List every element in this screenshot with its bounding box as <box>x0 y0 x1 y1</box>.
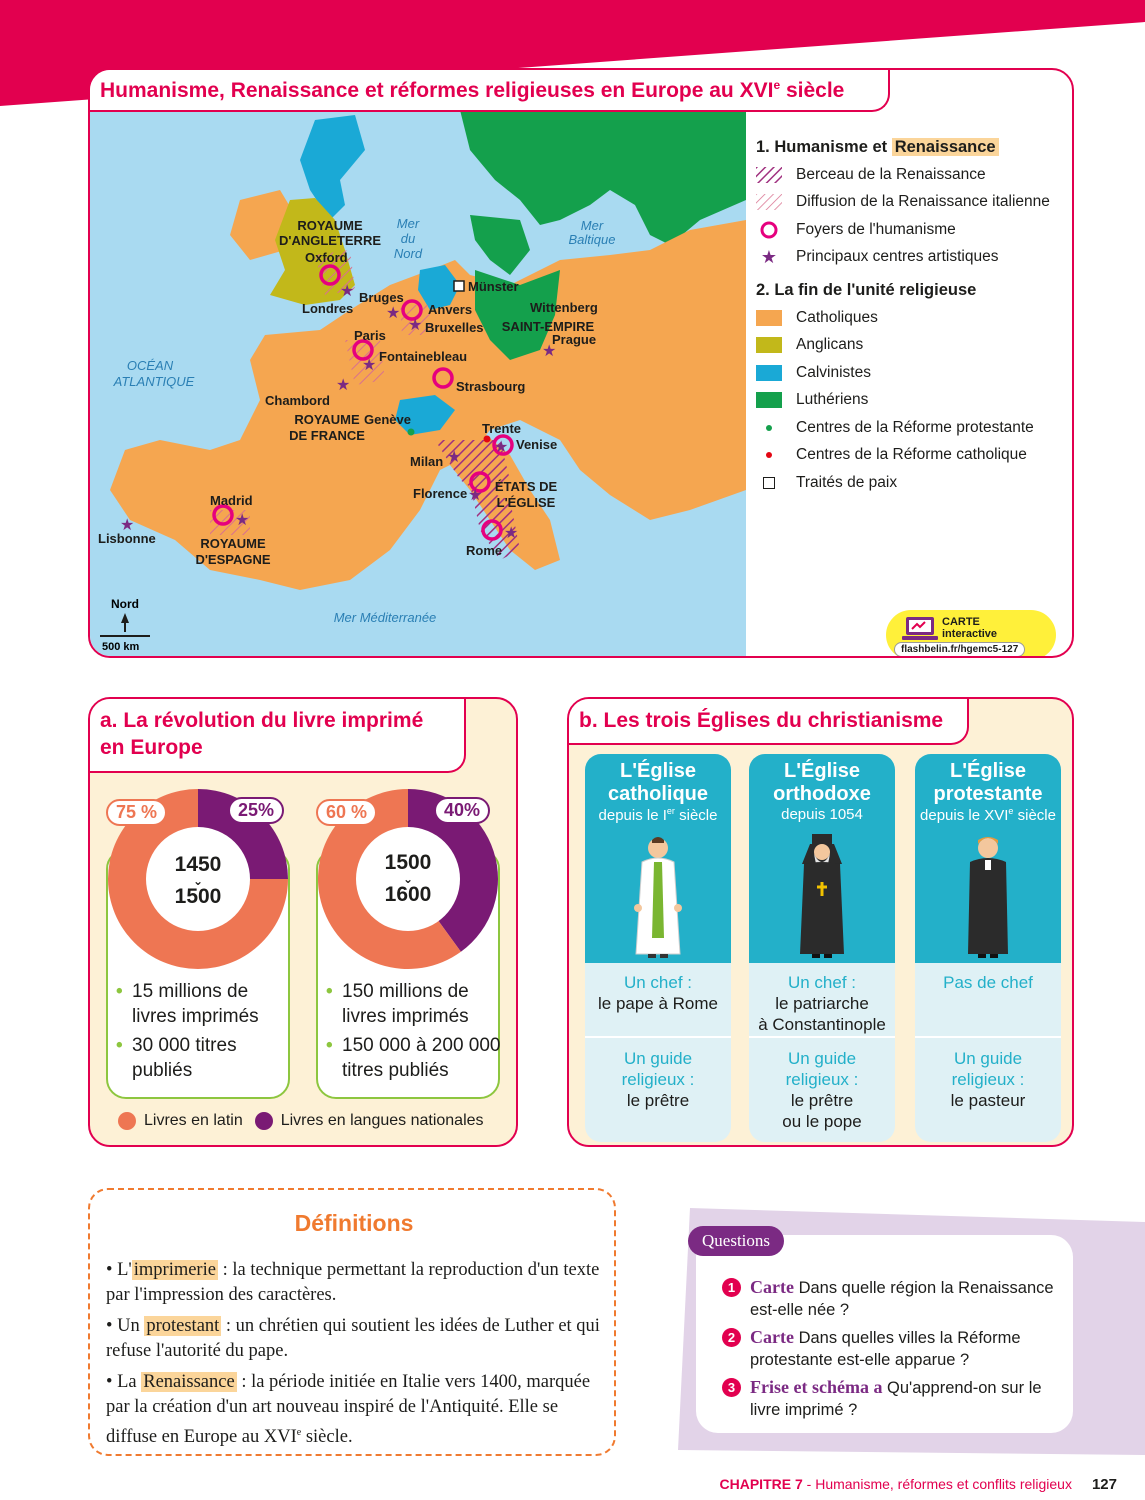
definitions-body <box>106 1258 606 1456</box>
church-orthodox-guide: Un guide religieux : le prêtre ou le pope <box>782 1049 862 1131</box>
divider <box>749 1036 895 1038</box>
legend-item-catholic: Catholiques <box>756 304 1072 332</box>
star-icon: ★ <box>336 377 351 394</box>
church-orthodox-chef: Un chef : le patriarche à Constantinople <box>758 973 886 1034</box>
city-bruxelles: Bruxelles <box>425 320 484 335</box>
baltic-sea-label-2: Baltique <box>568 232 616 247</box>
city-bruges: Bruges <box>359 290 404 305</box>
church-catholic <box>585 754 731 1142</box>
north-label: Nord <box>111 597 139 611</box>
pie-2-facts <box>322 979 502 1087</box>
church-catholic-name: L'Église catholique <box>607 760 708 805</box>
question-1: 1 Carte Dans quelle région la Renaissance est-elle née ? <box>722 1276 1062 1321</box>
church-states-label-2: L'ÉGLISE <box>496 495 556 510</box>
national-dot-icon <box>255 1112 273 1130</box>
definitions-title: Définitions <box>294 1210 414 1236</box>
city-oxford: Oxford <box>305 250 348 265</box>
city-strasbourg: Strasbourg <box>456 379 526 394</box>
north-sea-label-2: du <box>400 231 416 246</box>
interactive-map-badge[interactable] <box>886 610 1056 658</box>
church-orthodox <box>749 754 895 1142</box>
church-protestant-since: depuis le XVIe siècle <box>920 806 1056 824</box>
catholic-swatch <box>756 310 782 326</box>
star-icon: ★ <box>494 439 509 456</box>
badge-title: CARTE <box>942 616 980 628</box>
pie-legend <box>118 1112 484 1130</box>
church-protestant <box>915 754 1061 1142</box>
laptop-icon <box>902 615 938 643</box>
protestant-reform-wittenberg <box>517 305 524 312</box>
question-number: 2 <box>722 1328 741 1347</box>
city-trente: Trente <box>482 421 522 436</box>
red-dot-icon <box>766 452 772 458</box>
pie-2-period: 1500 ⌄ 1600 <box>384 851 432 906</box>
catholic-reform-trente <box>484 436 491 443</box>
england-label-2: D'ANGLETERRE <box>278 233 382 248</box>
pie-2-national-pct: 40% <box>434 797 490 824</box>
section-b-box <box>567 697 1074 1147</box>
pie-1-facts <box>112 979 292 1087</box>
legend-item-cradle: Berceau de la Renaissance <box>756 161 1072 189</box>
legend-item-calvinist: Calvinistes <box>756 359 1072 387</box>
calvinist-swatch <box>756 365 782 381</box>
question-2: 2 Carte Dans quelles villes la Réforme protestante est-elle apparue ? <box>722 1326 1062 1371</box>
map-title-tab <box>90 70 890 112</box>
pie-2-latin-pct: 60 % <box>316 799 377 826</box>
city-wittenberg: Wittenberg <box>530 300 598 315</box>
star-icon: ★ <box>386 305 401 322</box>
city-milan: Milan <box>410 454 444 469</box>
questions-tab: Questions <box>688 1226 784 1256</box>
city-madrid: Madrid <box>210 493 253 508</box>
city-venise: Venise <box>516 437 558 452</box>
pie-1-national-pct: 25% <box>228 797 284 824</box>
europe-map[interactable] <box>90 110 746 658</box>
square-icon <box>763 477 775 489</box>
legend-item-catholic-reform: Centres de la Réforme catholique <box>756 442 1072 470</box>
section-b-title: b. Les trois Églises du christianisme <box>579 709 944 732</box>
city-munster: Münster <box>468 279 519 294</box>
anglican-swatch <box>756 337 782 353</box>
church-catholic-chef: Un chef : le pape à Rome <box>597 973 719 1013</box>
pie-1-latin-pct: 75 % <box>106 799 167 826</box>
star-icon: ★ <box>235 512 250 529</box>
peace-treaty-munster <box>454 281 464 291</box>
baltic-sea-label: Mer <box>580 218 604 233</box>
scale-label: 500 km <box>102 641 140 653</box>
legend-national-label: Livres en langues nationales <box>280 1112 484 1129</box>
empire-label: SAINT-EMPIRE <box>501 319 595 334</box>
page-footer: CHAPITRE 7 - Humanisme, réformes et conflits religieux 127 <box>719 1476 1117 1493</box>
ocean-label-2: ATLANTIQUE <box>113 374 195 389</box>
church-catholic-since: depuis le Ier siècle <box>598 806 718 824</box>
divider <box>915 1036 1061 1038</box>
page-number: 127 <box>1091 1476 1117 1493</box>
city-rome: Rome <box>466 543 503 558</box>
map-title: Humanisme, Renaissance et réformes religieuses en Europe au XVIe siècle <box>100 78 845 102</box>
city-paris: Paris <box>354 328 386 343</box>
question-3: 3 Frise et schéma a Qu'apprend-on sur le livre imprimé ? <box>722 1376 1062 1421</box>
legend-item-humanism: Foyers de l'humanisme <box>756 216 1072 244</box>
spain-label: ROYAUME <box>200 536 266 551</box>
city-prague: Prague <box>552 332 597 347</box>
definition-renaissance: • La Renaissance : la période initiée en Italie vers 1400, marquée par la création d'un art nouveau inspiré de l'Antiquité. Elle se diffuse en Europe au XVIe siècle. <box>106 1372 591 1448</box>
definition-imprimerie: • L' imprimerie : la technique permettant la reproduction d'un texte par l'impression des caractères. <box>106 1260 600 1305</box>
question-number: 3 <box>722 1378 741 1397</box>
question-number: 1 <box>722 1278 741 1297</box>
divider <box>585 1036 731 1038</box>
legend-item-anglican: Anglicans <box>756 332 1072 360</box>
lutheran-swatch <box>756 392 782 408</box>
legend-item-artistic: ★ Principaux centres artistiques <box>760 246 999 267</box>
footer-chapter: CHAPITRE 7 <box>719 1476 803 1492</box>
catholic-priest-icon <box>628 834 688 960</box>
star-icon: ★ <box>447 449 462 466</box>
legend-item-protestant-reform: Centres de la Réforme protestante <box>756 414 1072 442</box>
church-protestant-name: L'Église protestante <box>933 760 1043 805</box>
city-geneve: Genève <box>364 412 411 427</box>
city-florence: Florence <box>413 486 468 501</box>
star-icon: ★ <box>504 525 519 542</box>
orthodox-priest-icon <box>792 834 852 960</box>
section-b-tab <box>569 699 969 745</box>
city-londres: Londres <box>302 301 354 316</box>
legend-item-lutheran: Luthériens <box>756 387 1072 415</box>
definitions-box <box>88 1188 616 1456</box>
map-box <box>88 68 1074 658</box>
ocean-label: OCÉAN <box>126 358 174 373</box>
france-label-2: DE FRANCE <box>289 428 365 443</box>
city-chambord: Chambord <box>265 393 330 408</box>
hatch-swatch-icon <box>756 167 782 183</box>
church-protestant-guide: Un guide religieux : le pasteur <box>950 1049 1026 1110</box>
legend-section-2: 2. La fin de l'unité religieuse <box>756 281 977 299</box>
badge-subtitle: interactive <box>942 628 998 640</box>
badge-url-link[interactable]: flashbelin.fr/hgemc5-127 <box>894 642 1025 657</box>
definition-protestant: • Un protestant : un chrétien qui soutient les idées de Luther et qui refuse l'autorité du pape. <box>106 1316 600 1361</box>
pie-2-fact-2: • 150 000 à 200 000 titres publiés <box>322 1033 502 1083</box>
church-catholic-guide: Un guide religieux : le prêtre <box>621 1049 695 1110</box>
star-icon: ★ <box>760 246 778 267</box>
green-dot-icon <box>766 425 772 431</box>
church-protestant-chef: Pas de chef <box>943 973 1033 992</box>
section-a-title: a. La révolution du livre imprimé en Europe <box>100 709 424 759</box>
ring-icon <box>759 220 779 240</box>
star-icon: ★ <box>542 343 557 360</box>
city-lisbonne: Lisbonne <box>98 531 156 546</box>
north-sea-label: Mer <box>396 216 420 231</box>
church-states-label: ÉTATS DE <box>494 479 558 494</box>
med-sea-label: Mer Méditerranée <box>333 610 437 625</box>
legend-latin-label: Livres en latin <box>144 1112 243 1129</box>
legend-section-1: 1. Humanisme et Renaissance <box>756 138 1072 157</box>
latin-dot-icon <box>118 1112 136 1130</box>
pie-1-fact-1: • 15 millions de livres imprimés <box>112 979 292 1029</box>
footer-subtitle: Humanisme, réformes et conflits religieux <box>815 1476 1072 1492</box>
star-icon: ★ <box>340 283 355 300</box>
protestant-pastor-icon <box>958 834 1018 960</box>
star-icon: ★ <box>468 487 483 504</box>
france-label: ROYAUME <box>294 412 360 427</box>
pie-2-fact-1: • 150 millions de livres imprimés <box>322 979 502 1029</box>
pie-1-fact-2: • 30 000 titres publiés <box>112 1033 292 1083</box>
church-orthodox-name: L'Église orthodoxe <box>773 760 871 805</box>
legend-item-diffusion: Diffusion de la Renaissance italienne <box>756 189 1072 217</box>
star-icon: ★ <box>408 317 423 334</box>
map-legend <box>756 132 1072 497</box>
protestant-reform-geneve <box>408 429 415 436</box>
church-orthodox-since: depuis 1054 <box>781 806 863 823</box>
england-label: ROYAUME <box>297 218 363 233</box>
city-anvers: Anvers <box>428 302 473 317</box>
light-hatch-swatch-icon <box>756 194 782 210</box>
section-a-tab <box>90 699 466 773</box>
spain-label-2: D'ESPAGNE <box>195 552 271 567</box>
star-icon: ★ <box>362 357 377 374</box>
star-icon: ★ <box>120 517 135 534</box>
questions-list <box>722 1276 1062 1426</box>
section-a-box <box>88 697 518 1147</box>
legend-item-treaties: Traités de paix <box>756 469 1072 497</box>
pie-1-period: 1450 ⌄ 1500 <box>174 853 222 908</box>
city-fontainebleau: Fontainebleau <box>379 349 468 364</box>
north-sea-label-3: Nord <box>393 246 423 261</box>
